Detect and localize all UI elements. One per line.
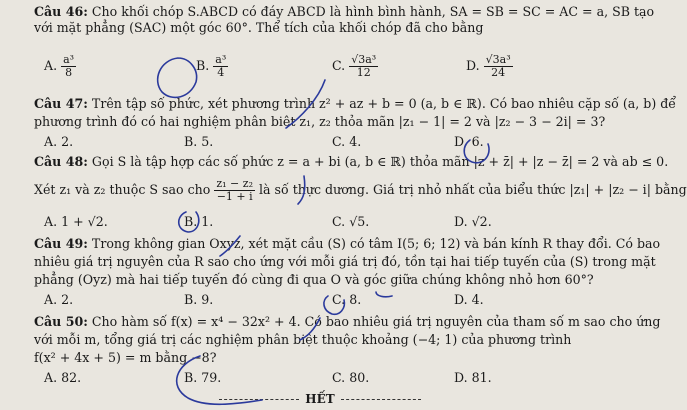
- q46-text-1: Cho khối chóp S.ABCD có đáy ABCD là hình bình hành, SA = SB = SC = AC = a, SB tạo: [91, 4, 655, 19]
- q50-label: Câu 50:: [34, 314, 88, 329]
- q48-options: [44, 214, 617, 232]
- q49-text-1: Trong không gian Oxyz, xét mặt cầu (S) có tâm I(5; 6; 12) và bán kính R thay đổi. Có bao: [91, 236, 661, 251]
- q49-option-c[interactable]: C. 8.: [332, 292, 362, 307]
- q50-options: [44, 370, 617, 388]
- q47-label: Câu 47:: [34, 96, 88, 111]
- q46-option-b[interactable]: B. $\frac{\text{a³}}{4}$: [196, 53, 227, 79]
- q48-line-1: [34, 154, 669, 170]
- q46-option-c[interactable]: C. $\frac{\text{√3a³}}{12}$: [332, 53, 377, 79]
- q49-option-a[interactable]: A. 2.: [44, 292, 74, 307]
- q50-option-b[interactable]: B. 79.: [184, 370, 222, 385]
- q47-line-1: [34, 96, 677, 112]
- q46-options: [44, 54, 617, 88]
- q47-options: [44, 134, 617, 152]
- q47-option-d[interactable]: D. 6.: [454, 134, 484, 149]
- q48-option-b[interactable]: B. 1.: [184, 214, 214, 229]
- q47-option-b[interactable]: B. 5.: [184, 134, 214, 149]
- q47-option-a[interactable]: A. 2.: [44, 134, 74, 149]
- q49-label: Câu 49:: [34, 236, 88, 251]
- q49-line-3: [34, 272, 617, 288]
- q49-options: [44, 292, 617, 310]
- q50-line-1: [34, 314, 661, 330]
- q46-label: Câu 46:: [34, 4, 88, 19]
- q50-line-2: [34, 332, 617, 348]
- q50-text-1: Cho hàm số f(x) = x⁴ − 32x² + 4. Có bao nhiêu giá trị nguyên của tham số m sao cho ứng: [91, 314, 661, 329]
- q50-option-d[interactable]: D. 81.: [454, 370, 492, 385]
- q46-option-a[interactable]: A. $\frac{\text{a³}}{8}$: [44, 53, 75, 79]
- q49-line-1: [34, 236, 661, 252]
- q48-label: Câu 48:: [34, 154, 88, 169]
- q50-option-c[interactable]: C. 80.: [332, 370, 370, 385]
- q50-text-3: f(x² + 4x + 5) = m bằng −8?: [34, 350, 217, 365]
- q47-text-1: Trên tập số phức, xét phương trình z² + az + b = 0 (a, b ∈ ℝ). Có bao nhiêu cặp số (a, b) để: [91, 96, 677, 111]
- q48-option-c[interactable]: C. √5.: [332, 214, 370, 229]
- q50-text-2: với mỗi m, tổng giá trị các nghiệm phân biệt thuộc khoảng (−4; 1) của phương trình: [34, 332, 572, 347]
- q49-option-d[interactable]: D. 4.: [454, 292, 484, 307]
- q48-line-2: [34, 176, 687, 204]
- q48-text-2a: Xét z₁ và z₂ thuộc S sao cho: [34, 182, 211, 197]
- q49-line-2: [34, 254, 656, 270]
- q47-line-2: [34, 114, 617, 130]
- end-marker: [200, 392, 440, 406]
- q49-option-b[interactable]: B. 9.: [184, 292, 214, 307]
- q50-line-3: [34, 350, 617, 366]
- q48-option-d[interactable]: D. √2.: [454, 214, 492, 229]
- q49-text-3: phẳng (Oyz) mà hai tiếp tuyến đó cùng đi qua O và góc giữa chúng không nhỏ hơn 60°?: [34, 272, 594, 287]
- q48-text-1: Gọi S là tập hợp các số phức z = a + bi (a, b ∈ ℝ) thỏa mãn |z + z̄| + |z − z̄| = 2 và ab ≤ 0.: [91, 154, 669, 169]
- q49-text-2: nhiêu giá trị nguyên của R sao cho ứng với mỗi giá trị đó, tồn tại hai tiếp tuyến của (S) trong mặt: [34, 254, 656, 269]
- q50-option-a[interactable]: A. 82.: [44, 370, 82, 385]
- q48-fraction: $\frac{\text{z₁ − z₂}}{-1 + i}$: [216, 177, 253, 203]
- end-text: HẾT: [305, 392, 335, 406]
- end-dash-left: [219, 399, 299, 400]
- q46-option-d[interactable]: D. $\frac{\text{√3a³}}{24}$: [466, 53, 511, 79]
- q46-line-2: [34, 20, 617, 36]
- q48-option-a[interactable]: A. 1 + √2.: [44, 214, 108, 229]
- q47-option-c[interactable]: C. 4.: [332, 134, 362, 149]
- q46-line-1: [34, 4, 655, 20]
- end-dash-right: [341, 399, 421, 400]
- q47-text-2: phương trình đó có hai nghiệm phân biệt z₁, z₂ thỏa mãn |z₁ − 1| = 2 và |z₂ − 3 − 2i| = 3?: [34, 114, 606, 129]
- q48-text-2b: là số thực dương. Giá trị nhỏ nhất của biểu thức |z₁| + |z₂ − i| bằng: [259, 182, 687, 197]
- q46-text-2: với mặt phẳng (SAC) một góc 60°. Thể tích của khối chóp đã cho bằng: [34, 20, 484, 35]
